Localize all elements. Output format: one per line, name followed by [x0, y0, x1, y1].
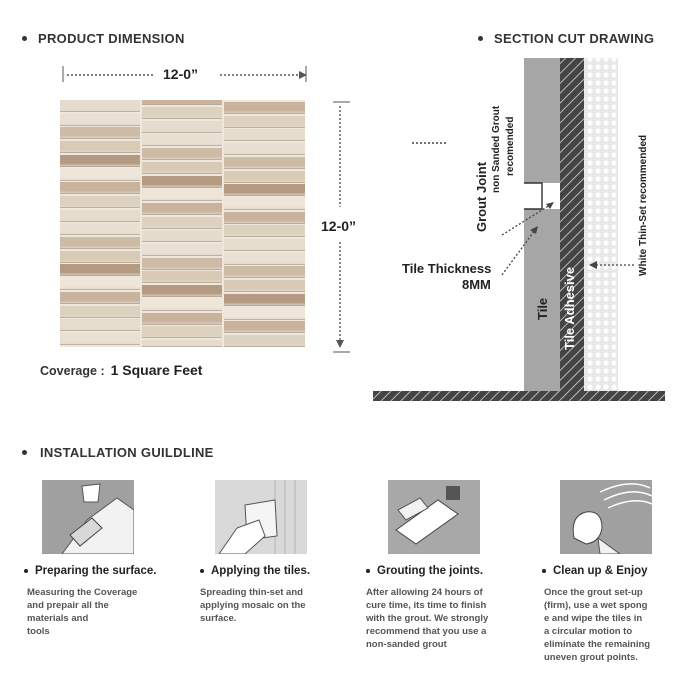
- product-dimension-title: PRODUCT DIMENSION: [38, 31, 185, 46]
- thinset-note: White Thin-Set recommended: [638, 134, 649, 276]
- mosaic-tile: [224, 198, 305, 210]
- mosaic-tile: [142, 285, 222, 297]
- step-4-title: Clean up & Enjoy: [542, 565, 648, 577]
- mosaic-tile: [224, 212, 305, 224]
- mosaic-tile: [224, 184, 305, 196]
- upper-tile: [524, 58, 560, 183]
- floor-hatch: [373, 391, 665, 401]
- mosaic-tile: [224, 321, 305, 333]
- step-1-image: [42, 480, 134, 554]
- section-cut-title: SECTION CUT DRAWING: [494, 31, 655, 46]
- mosaic-tile: [142, 217, 222, 229]
- grout-note-1: non Sanded Grout: [491, 105, 502, 193]
- bullet-dot: [478, 36, 483, 41]
- mosaic-tile: [60, 333, 140, 345]
- tile-label: Tile: [535, 297, 550, 320]
- mosaic-tile: [142, 176, 222, 188]
- mosaic-tile: [224, 280, 305, 292]
- bullet-dot: [22, 450, 27, 455]
- mosaic-tile: [60, 155, 140, 167]
- mosaic-tile: [142, 148, 222, 160]
- step-2-image: [215, 480, 307, 554]
- mosaic-tile: [60, 169, 140, 181]
- hand-float-icon: [388, 480, 480, 554]
- mosaic-tile: [60, 141, 140, 153]
- mosaic-tile: [142, 100, 222, 105]
- mosaic-tile: [142, 313, 222, 325]
- mosaic-tile: [142, 162, 222, 174]
- tile-adhesive-label: Tile Adhesive: [562, 266, 577, 350]
- mosaic-tile: [60, 114, 140, 126]
- mosaic-tile: [60, 196, 140, 208]
- hand-wipe-icon: [560, 480, 652, 554]
- mosaic-tile: [224, 308, 305, 320]
- bullet-dot: [366, 569, 370, 573]
- step-2-description: Spreading thin-set and applying mosaic on the surface.: [200, 587, 306, 624]
- mosaic-tile: [142, 121, 222, 133]
- mosaic-tile: [224, 253, 305, 265]
- mosaic-tile: [142, 107, 222, 119]
- mosaic-tile: [60, 251, 140, 263]
- mosaic-tile: [142, 203, 222, 215]
- bullet-dot: [200, 569, 204, 573]
- coverage-label: Coverage :: [40, 364, 105, 378]
- mosaic-tile: [224, 335, 305, 347]
- hand-trowel-icon: [215, 480, 307, 554]
- bullet-dot: [542, 569, 546, 573]
- mosaic-tile: [60, 210, 140, 222]
- mosaic-tile: [60, 319, 140, 331]
- step-3-title: Grouting the joints.: [366, 565, 483, 577]
- mosaic-tile: [142, 258, 222, 270]
- step-4-image: [560, 480, 652, 554]
- step-1-title: Preparing the surface.: [24, 565, 156, 577]
- mosaic-tile: [224, 225, 305, 237]
- mosaic-tile: [224, 116, 305, 128]
- coverage-text: [40, 362, 202, 378]
- step-4-description: Once the grout set-up (firm), use a wet spong e and wipe the tiles in a circular motion to eliminate the remaining uneven grout points.: [544, 587, 651, 663]
- section-cut-diagram: [370, 55, 670, 405]
- step-2-title: Applying the tiles.: [200, 565, 310, 577]
- mosaic-tile: [60, 237, 140, 249]
- coverage-value: 1 Square Feet: [110, 362, 203, 378]
- grout-note-2: recomended: [505, 116, 516, 176]
- mosaic-tile: [60, 100, 140, 112]
- mosaic-tile: [142, 134, 222, 146]
- step-1-description: Measuring the Coverage and prepair all the materials and tools: [27, 587, 138, 637]
- mosaic-tile: [60, 182, 140, 194]
- mosaic-tile: [142, 230, 222, 242]
- mosaic-tile: [60, 127, 140, 139]
- mosaic-tile: [224, 102, 305, 114]
- bullet-dot: [22, 36, 27, 41]
- mosaic-tile: [142, 299, 222, 311]
- mosaic-tile: [224, 239, 305, 251]
- mosaic-tile: [224, 266, 305, 278]
- grout-joint-label: Grout Joint: [474, 161, 489, 232]
- mosaic-tile: [224, 157, 305, 169]
- mosaic-tile: [60, 264, 140, 276]
- mosaic-tile: [60, 223, 140, 235]
- mosaic-tile: [142, 244, 222, 256]
- width-dimension-label: 12-0”: [163, 66, 199, 82]
- mosaic-tile: [224, 171, 305, 183]
- step-3-description: After allowing 24 hours of cure time, its time to finish with the grout. We strongly recommend that you use a non-sanded grout: [366, 587, 489, 650]
- mosaic-tile-sheet: [60, 100, 305, 347]
- height-dimension-label: 12-0”: [321, 218, 357, 234]
- thinset-layer: [584, 58, 618, 391]
- mosaic-tile: [60, 306, 140, 318]
- mosaic-tile: [142, 340, 222, 347]
- mosaic-tile: [142, 271, 222, 283]
- mosaic-tile: [60, 278, 140, 290]
- mosaic-tile: [142, 326, 222, 338]
- mosaic-tile: [142, 189, 222, 201]
- mosaic-tile: [224, 294, 305, 306]
- mosaic-tile: [224, 129, 305, 141]
- mosaic-tile: [60, 292, 140, 304]
- tile-thickness-value: 8MM: [462, 277, 491, 292]
- tile-thickness-label: Tile Thickness: [402, 261, 492, 276]
- hand-sponge-icon: [42, 480, 134, 554]
- bullet-dot: [24, 569, 28, 573]
- installation-title: INSTALLATION GUILDLINE: [40, 445, 214, 460]
- step-3-image: [388, 480, 480, 554]
- mosaic-tile: [224, 143, 305, 155]
